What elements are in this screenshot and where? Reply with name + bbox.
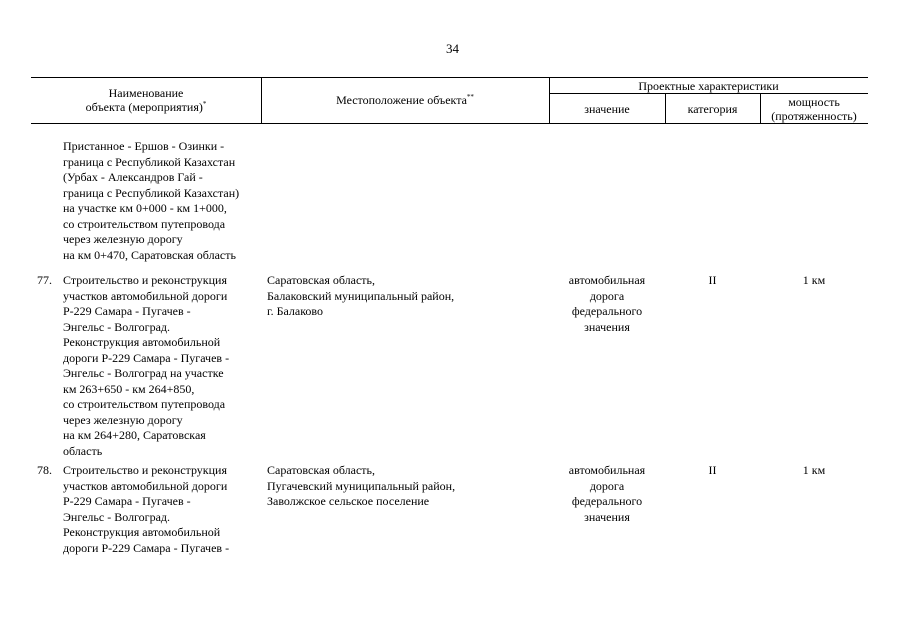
header-name-column: Наименование объекта (мероприятия)*	[85, 86, 207, 114]
header-design-group: Проектные характеристики	[638, 79, 779, 93]
table-row-category: II	[708, 273, 717, 287]
header-category-column: категория	[687, 102, 738, 116]
table-row-location: Саратовская область, Пугачевский муниципальный район, Заволжское сельское поселение	[267, 463, 456, 508]
table-row-name: Строительство и реконструкция участков автомобильной дороги Р-229 Самара - Пугачев - Энгельс - Волгоград. Реконструкция автомобильной дороги Р-229 Самара - Пугачев - Энгельс - Волгоград на участке км 263+650 - км 264+850, со строительством путепровода через железную дорогу на км 264+280, Саратовская область	[63, 273, 230, 458]
header-capacity-column: мощность (протяженность)	[771, 95, 857, 123]
table-top-rule	[31, 77, 868, 78]
table-row-number: 78.	[37, 463, 52, 477]
table-row-name: Пристанное - Ершов - Озинки - граница с Республикой Казахстан (Урбах - Александров Гай - граница с Республикой Казахстан) на участке км 0+000 - км 1+000, со строительством путепровода через железную дорогу на км 0+470, Саратовская область	[63, 139, 240, 262]
table-row-location: Саратовская область, Балаковский муниципальный район, г. Балаково	[267, 273, 455, 318]
table-row-name: Строительство и реконструкция участков автомобильной дороги Р-229 Самара - Пугачев - Энгельс - Волгоград. Реконструкция автомобильной дороги Р-229 Самара - Пугачев -	[63, 463, 230, 555]
design-group-rule	[549, 93, 868, 94]
table-row-capacity: 1 км	[802, 463, 826, 477]
page-number: 34	[446, 41, 459, 56]
table-row-category: II	[708, 463, 717, 477]
table-header-bottom-rule	[31, 123, 868, 124]
header-value-column: значение	[584, 102, 630, 116]
table-row-value: автомобильная дорога федерального значения	[568, 273, 646, 334]
table-row-capacity: 1 км	[802, 273, 826, 287]
header-location-column: Местоположение объекта**	[336, 93, 474, 107]
table-row-value: автомобильная дорога федерального значения	[568, 463, 646, 524]
table-row-number: 77.	[37, 273, 52, 287]
